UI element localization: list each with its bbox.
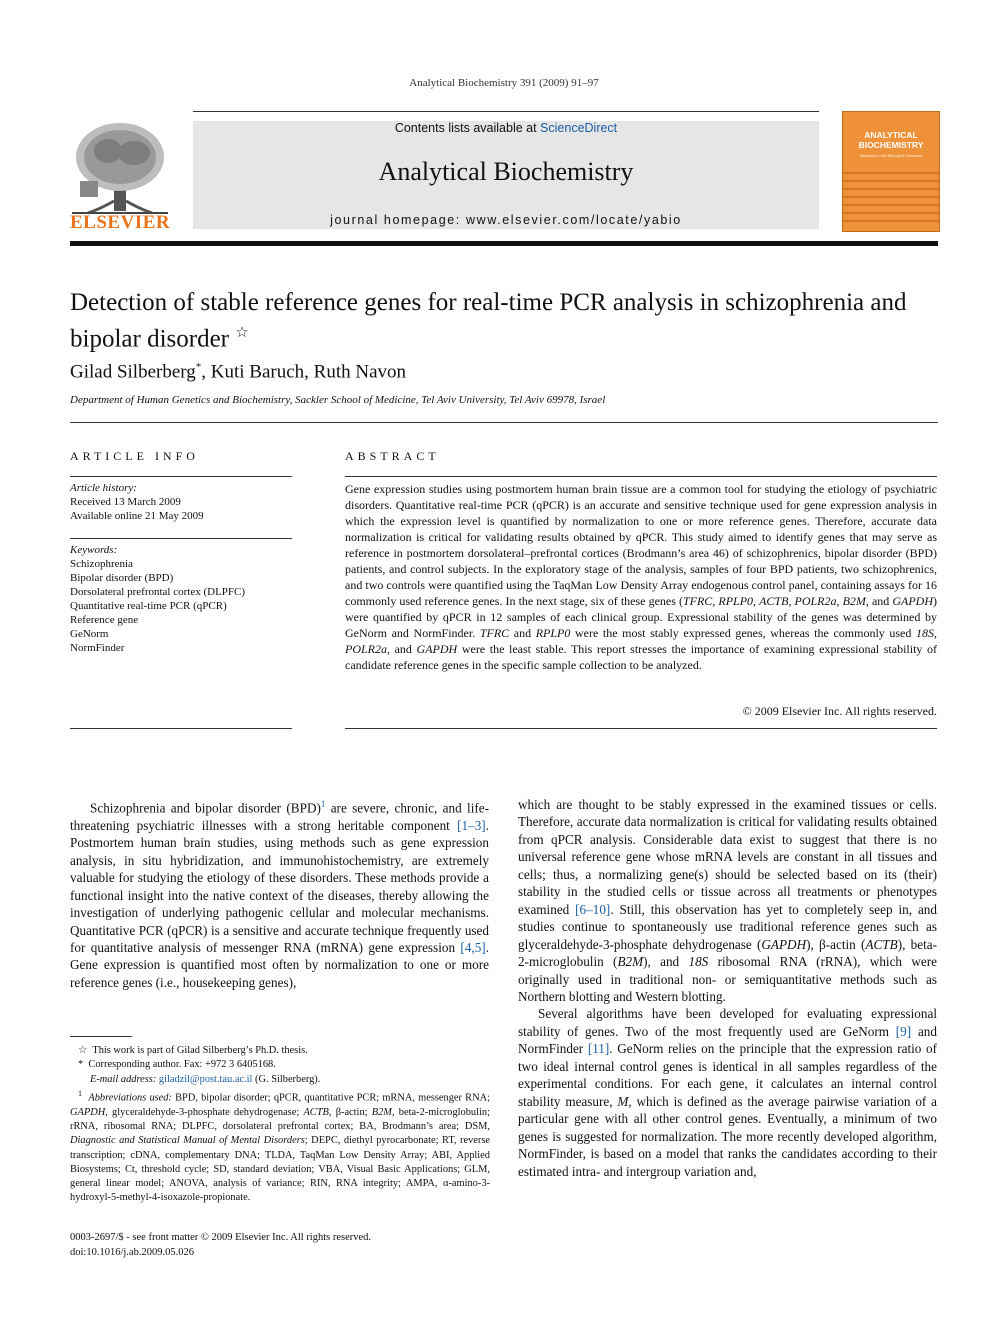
journal-name: Analytical Biochemistry [378, 157, 634, 186]
received-date: Received 13 March 2009 [70, 496, 181, 508]
citation-link[interactable]: [1–3] [457, 817, 486, 833]
contents-prefix: Contents lists available at [394, 121, 541, 135]
article-history [70, 481, 204, 523]
history-label: Article history: [70, 482, 137, 494]
footnote-ref[interactable]: 1 [320, 799, 326, 809]
body-paragraph: Several algorithms have been developed for evaluating expressional stability of genes. Two of the most frequently used are GeNorm [9] and NormFinder [11]. GeNorm relies on the principle that the expression ratio of two ideal internal control genes is identical in all samples regardless of the experimental conditions. For each gene, it calculates an internal control stability measure, M, which is defined as the average pairwise variation of a particular gene with all other control genes. Eventually, a minimum of two genes is suggested for normalization. The more recently developed algorithm, NormFinder, is based on a model that ranks the candidates according to their estimated intra- and intergroup variation and, [518, 1006, 937, 1179]
citation-link[interactable]: [11] [587, 1041, 610, 1057]
info-rule [70, 476, 292, 477]
title-footnote-mark[interactable]: ☆ [235, 325, 249, 341]
footnote-email: E-mail address: giladzil@post.tau.ac.il (G. Silberberg). [90, 1073, 321, 1085]
citation-link[interactable]: [9] [895, 1023, 912, 1039]
footnote-abbreviations: $^1$ Abbreviations used: BPD, bipolar disorder; qPCR, quantitative PCR; mRNA, messenger RNA; GAPDH, glyceraldehyde-3-phosphate dehydrogenase; ACTB, β-actin; B2M, beta-2-microglobulin; rRNA, ribosomal RNA; DLPFC, dorsolateral prefrontal cortex; BA, Brodmann’s area; DSM, Diagnostic and Statistical Manual of Mental Disorders; DEPC, diethyl pyrocarbonate; RT, reverse transcription; cDNA, complementary DNA; TLDA, TaqMan Low Density Array; ABI, Applied Biosystems; Ct, threshold cycle; SD, standard deviation; VBA, Visual Basic Applications; GLM, general linear model; ANOVA, analysis of variance; RIN, RNA integrity; AMPA, α-amino-3-hydroxyl-5-methyl-4-isoxazole-propionate. [70, 1088, 490, 1204]
cover-title: ANALYTICAL BIOCHEMISTRY [858, 130, 924, 150]
keywords [70, 543, 245, 655]
author-name[interactable]: Gilad Silberberg [70, 361, 196, 383]
author-name[interactable]: Ruth Navon [313, 361, 407, 383]
body-paragraph: which are thought to be stably expressed in the examined tissues or cells. Therefore, accurate data normalization is critical for validating results obtained from qPCR analysis. Considerable data exist to suggest that there is no universal reference gene whose mRNA levels are constant in all tissues and cells; thus, a normalizing gene(s) should be selected based on its (their) stability in the studied cells or tissue across all treatments or phenotypes examined [6–10]. Still, this observation has yet to completely seep in, and studies continue to spontaneously use traditional reference genes such as glyceraldehyde-3-phosphate dehydrogenase (GAPDH), β-actin (ACTB), beta-2-microglobulin (B2M), and 18S ribosomal RNA (rRNA), which were originally used in traditional non- or semiquantitative methods such as Northern blotting and Western blotting. [518, 797, 937, 1004]
abstract-heading: ABSTRACT [345, 449, 440, 463]
body-left-column [70, 796, 489, 991]
keyword: Bipolar disorder (BPD) [70, 572, 174, 584]
issn-line: 0003-2697/$ - see front matter © 2009 Elsevier Inc. All rights reserved. [70, 1232, 372, 1243]
title-rule [70, 422, 938, 423]
keyword: Dorsolateral prefrontal cortex (DLPFC) [70, 586, 246, 598]
footnote-star: ☆ This work is part of Gilad Silberberg’s Ph.D. thesis. [78, 1045, 308, 1056]
citation-link[interactable]: [4,5] [460, 940, 486, 956]
online-date: Available online 21 May 2009 [70, 510, 204, 522]
journal-citation: Analytical Biochemistry 391 (2009) 91–97 [409, 77, 599, 89]
journal-banner [193, 121, 819, 229]
footnote-corresponding: * Corresponding author. Fax: +972 3 6405168. [78, 1059, 276, 1071]
header-thick-rule [70, 241, 938, 246]
keyword: NormFinder [70, 642, 125, 654]
journal-cover-thumbnail[interactable] [842, 111, 940, 232]
author-list: Gilad Silberberg*, Kuti Baruch, Ruth Navon [70, 361, 407, 383]
citation-link[interactable]: [6–10] [575, 901, 611, 917]
keywords-label: Keywords: [70, 544, 118, 556]
article-title: Detection of stable reference genes for real-time PCR analysis in schizophrenia and bipolar disorder ☆ [70, 289, 907, 353]
corresponding-mark[interactable]: * [195, 361, 202, 373]
author-name[interactable]: Kuti Baruch [210, 361, 305, 383]
header-rule [193, 111, 819, 112]
body-right-column [518, 796, 937, 1180]
journal-homepage[interactable]: journal homepage: www.elsevier.com/locate/yabio [330, 213, 682, 227]
keyword: GeNorm [70, 628, 109, 640]
footnotes [70, 1044, 490, 1206]
footnote-rule [70, 1036, 132, 1037]
sciencedirect-link[interactable]: ScienceDirect [540, 121, 618, 135]
elsevier-wordmark: ELSEVIER [70, 212, 171, 233]
email-link[interactable]: giladzil@post.tau.ac.il [158, 1073, 253, 1085]
info-rule [70, 728, 292, 729]
cover-subtitle: Methods in the Biological Sciences [860, 153, 922, 158]
article-info-heading: ARTICLE INFO [70, 449, 199, 463]
front-matter [70, 1231, 371, 1260]
keyword: Reference gene [70, 614, 139, 626]
keyword: Quantitative real-time PCR (qPCR) [70, 600, 227, 612]
abstract-text: Gene expression studies using postmortem human brain tissue are a common tool for studying the etiology of psychiatric disorders. Quantitative real-time PCR (qPCR) is an accurate and sensitive technique used for gene expression analysis in which the expression level is quantified by normalization to one or more reference genes. Therefore, accurate data normalization is critical for validating results obtained by qPCR. This study aimed to identify genes that may serve as reference in postmortem dorsolateral–prefrontal cortices (Brodmann’s area 46) of schizophrenics, bipolar disorder (BPD) patients, and control subjects. In the exploratory stage of the analysis, samples of four BPD patients, two schizophrenics, and two controls were quantified using the TaqMan Low Density Array endogenous control panel, containing assays for 16 commonly used reference genes. In the next stage, six of these genes (TFRC, RPLP0, ACTB, POLR2a, B2M, and GAPDH) were quantified by qPCR in 12 samples of each clinical group. Expressional stability of the genes was determined by GeNorm and NormFinder. TFRC and RPLP0 were the most stably expressed genes, whereas the commonly used 18S, POLR2a, and GAPDH were the least stable. This report stresses the importance of examining expressional stability of candidate reference genes in the specific sample collection to be analyzed. [345, 482, 938, 672]
contents-line [193, 121, 819, 135]
info-rule [70, 538, 292, 539]
keyword: Schizophrenia [70, 558, 133, 570]
abstract-rule [345, 728, 937, 729]
abstract-rule [345, 476, 937, 477]
doi-line[interactable]: doi:10.1016/j.ab.2009.05.026 [70, 1246, 194, 1258]
copyright: © 2009 Elsevier Inc. All rights reserved. [742, 704, 937, 718]
body-paragraph: Schizophrenia and bipolar disorder (BPD)$^1$ are severe, chronic, and life-threatening psychiatric illnesses with a strong heritable component [1–3]. Postmortem human brain studies, using methods such as gene expression analysis, in situ hybridization, and immunohistochemistry, are extremely valuable for studying the etiology of these disorders. These methods provide a functional insight into the native context of the diseases, thereby allowing the investigation of underlying pathogenic cellular and molecular mechanisms. Quantitative PCR (qPCR) is a sensitive and accurate technique frequently used for quantitative analysis of messenger RNA (mRNA) gene expression [4,5]. Gene expression is quantified most often by normalization to one or more reference genes (i.e., housekeeping genes), [70, 799, 489, 990]
affiliation: Department of Human Genetics and Biochemistry, Sackler School of Medicine, Tel Aviv University, Tel Aviv 69978, Israel [70, 394, 606, 406]
